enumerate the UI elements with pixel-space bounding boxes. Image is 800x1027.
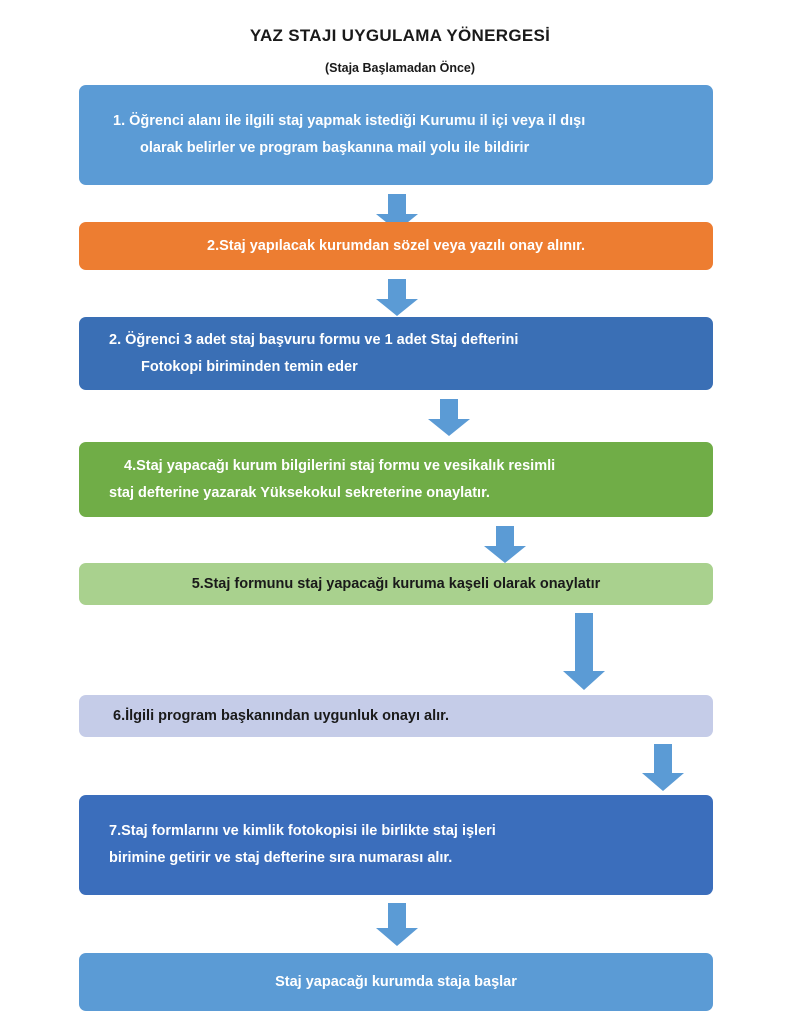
down-arrow-icon (483, 526, 527, 564)
flow-step-7-line-1: 7.Staj formlarını ve kimlik fotokopisi ile birlikte staj işleri (109, 823, 496, 840)
page-subtitle: (Staja Başlamadan Önce) (324, 61, 476, 75)
flow-step-7-line-2: birimine getirir ve staj defterine sıra numarası alır. (109, 850, 453, 866)
flow-step-7 (79, 795, 713, 895)
flow-step-1 (79, 85, 713, 185)
flow-step-3 (79, 317, 713, 390)
page-title: YAZ STAJI UYGULAMA YÖNERGESİ (249, 26, 551, 45)
flow-step-8-line-1: Staj yapacağı kurumda staja başlar (275, 973, 517, 990)
down-arrow-icon (375, 279, 419, 317)
flow-step-4 (79, 442, 713, 517)
down-arrow-icon (641, 744, 685, 792)
down-arrow-icon (375, 903, 419, 947)
arrow-2-3 (375, 279, 419, 317)
flow-step-5 (79, 563, 713, 605)
flow-step-1-line-2: olarak belirler ve program başkanına mail yolu ile bildirir (140, 140, 530, 156)
flow-step-4-line-1: 4.Staj yapacağı kurum bilgilerini staj formu ve vesikalık resimli (124, 457, 556, 474)
flow-step-1-line-1: 1. Öğrenci alanı ile ilgili staj yapmak istediği Kurumu il içi veya il dışı (113, 113, 586, 130)
flow-step-4-line-2: staj defterine yazarak Yüksekokul sekreterine onaylatır. (109, 484, 490, 501)
down-arrow-icon (427, 399, 471, 437)
flow-step-2-line-1: 2.Staj yapılacak kurumdan sözel veya yazılı onay alınır. (207, 237, 585, 254)
arrow-4-5 (483, 526, 527, 564)
flow-step-6 (79, 695, 713, 737)
arrow-6-7 (641, 744, 685, 792)
arrow-5-6 (562, 613, 606, 691)
down-arrow-icon (562, 613, 606, 691)
arrow-7-8 (375, 903, 419, 947)
flow-step-8 (79, 953, 713, 1011)
flow-step-2 (79, 222, 713, 270)
flow-step-6-line-1: 6.İlgili program başkanından uygunluk onayı alır. (113, 707, 449, 724)
flow-step-3-line-1: 2. Öğrenci 3 adet staj başvuru formu ve 1 adet Staj defterini (109, 331, 519, 348)
flow-step-5-line-1: 5.Staj formunu staj yapacağı kuruma kaşeli olarak onaylatır (191, 575, 601, 592)
arrow-3-4 (427, 399, 471, 437)
flow-step-3-line-2: Fotokopi biriminden temin eder (141, 358, 358, 375)
